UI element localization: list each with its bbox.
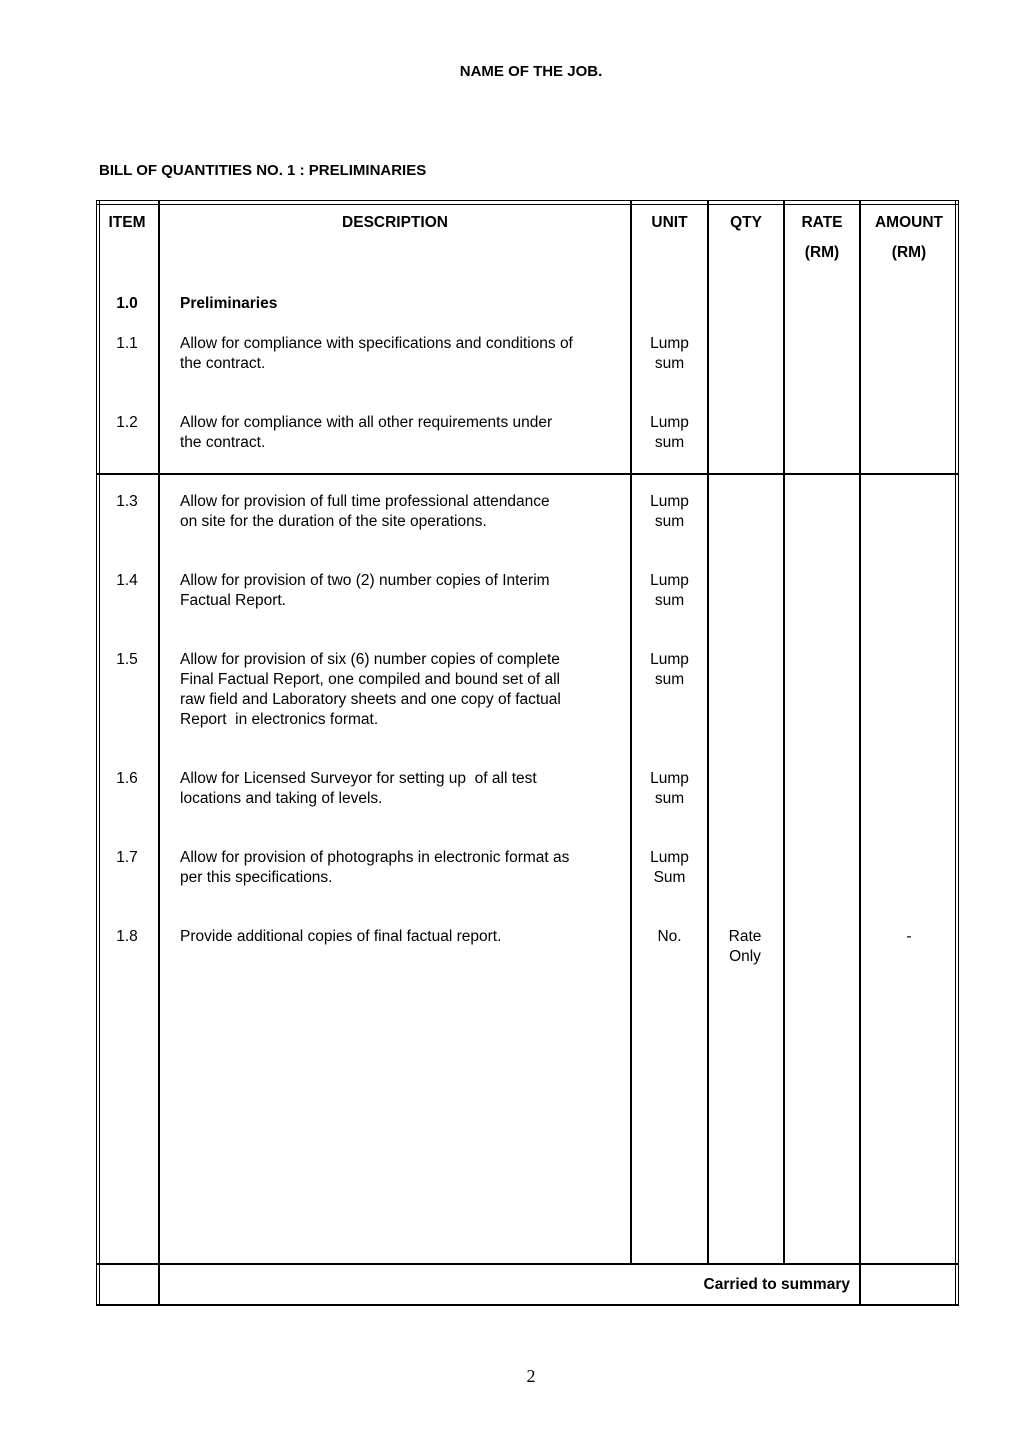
row-description-line: locations and taking of levels.	[180, 790, 383, 807]
header-rate-unit: (RM)	[804, 244, 840, 261]
row-description-line: Allow for compliance with specifications and conditions of	[180, 335, 573, 352]
row-unit-line: sum	[654, 592, 685, 609]
table-border-right	[958, 200, 959, 1306]
row-unit-line: Lump	[650, 572, 689, 589]
footer-separator	[96, 1263, 959, 1265]
row-description-line: the contract.	[180, 434, 266, 451]
row-item-number: 1.4	[116, 572, 138, 589]
row-unit-line: Lump	[650, 493, 689, 510]
row-description-line: raw field and Laboratory sheets and one copy of factual	[180, 691, 561, 708]
row-unit-line: sum	[654, 671, 685, 688]
col-sep-rate	[859, 200, 861, 1306]
boq-title: BILL OF QUANTITIES NO. 1 : PRELIMINARIES	[99, 162, 427, 179]
section-item: 1.0	[116, 295, 138, 312]
row-description-line: Provide additional copies of final factual report.	[180, 928, 502, 945]
row-description-line: Allow for provision of six (6) number copies of complete	[180, 651, 560, 668]
header-unit: UNIT	[651, 214, 688, 231]
row-amount: -	[906, 928, 912, 945]
row-unit-line: Sum	[653, 869, 686, 886]
row-description-line: Allow for provision of photographs in electronic format as	[180, 849, 570, 866]
row-unit-line: Lump	[650, 651, 689, 668]
row-description-line: on site for the duration of the site operations.	[180, 513, 487, 530]
row-description-line: Allow for provision of two (2) number copies of Interim	[180, 572, 550, 589]
row-qty-line: Only	[729, 948, 761, 965]
table-border-bottom	[96, 1304, 959, 1306]
row-description-line: Final Factual Report, one compiled and bound set of all	[180, 671, 560, 688]
row-description-line: Report in electronics format.	[180, 711, 379, 728]
col-sep-qty	[783, 200, 785, 1265]
row-unit-line: sum	[654, 513, 685, 530]
table-border-top-inner	[96, 204, 959, 205]
row-qty-line: Rate	[728, 928, 762, 945]
carried-to-summary-label: Carried to summary	[703, 1276, 850, 1293]
header-amount-unit: (RM)	[891, 244, 927, 261]
table-border-left	[96, 200, 97, 1306]
row-item-number: 1.8	[116, 928, 138, 945]
row-description-line: per this specifications.	[180, 869, 333, 886]
row-item-number: 1.6	[116, 770, 138, 787]
row-unit-line: No.	[657, 928, 682, 945]
header-amount: AMOUNT	[874, 214, 944, 231]
row-unit-line: Lump	[650, 414, 689, 431]
job-title: NAME OF THE JOB.	[459, 63, 603, 80]
row-item-number: 1.7	[116, 849, 138, 866]
row-item-number: 1.2	[116, 414, 138, 431]
row-description-line: Allow for Licensed Surveyor for setting up of all test	[180, 770, 537, 787]
row-unit-line: sum	[654, 355, 685, 372]
table-border-left-inner	[99, 200, 100, 1306]
section-description: Preliminaries	[180, 295, 278, 312]
row-unit-line: sum	[654, 790, 685, 807]
header-qty: QTY	[730, 214, 762, 231]
row-item-number: 1.1	[116, 335, 138, 352]
header-separator	[96, 473, 959, 475]
row-item-number: 1.5	[116, 651, 138, 668]
table-border-top	[96, 200, 959, 201]
row-item-number: 1.3	[116, 493, 138, 510]
header-rate: RATE	[801, 214, 843, 231]
row-unit-line: Lump	[650, 335, 689, 352]
header-description: DESCRIPTION	[342, 214, 448, 231]
col-sep-item	[158, 200, 160, 1306]
header-item: ITEM	[108, 214, 146, 231]
row-description-line: Allow for provision of full time professional attendance	[180, 493, 550, 510]
row-unit-line: Lump	[650, 849, 689, 866]
table-border-right-inner	[955, 200, 956, 1306]
col-sep-unit	[707, 200, 709, 1265]
row-unit-line: Lump	[650, 770, 689, 787]
row-description-line: the contract.	[180, 355, 266, 372]
page-number: 2	[526, 1366, 536, 1386]
row-description-line: Allow for compliance with all other requirements under	[180, 414, 553, 431]
row-description-line: Factual Report.	[180, 592, 286, 609]
row-unit-line: sum	[654, 434, 685, 451]
